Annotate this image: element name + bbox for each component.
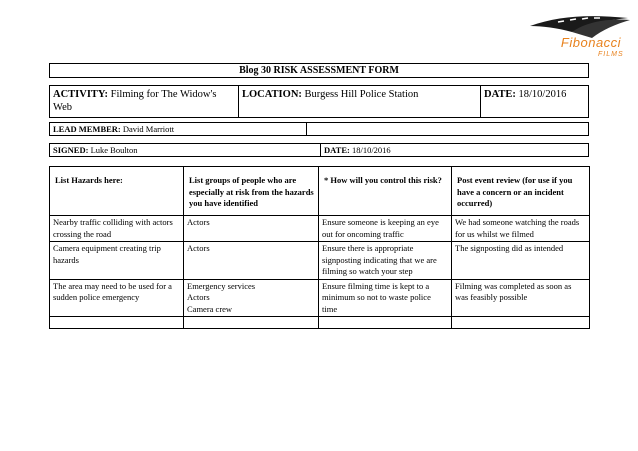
signed-row: [49, 143, 589, 157]
review-cell: [452, 317, 590, 329]
table-row: [50, 279, 590, 317]
header-people-at-risk: List groups of people who are especially at risk from the hazards you have identified: [184, 167, 319, 216]
review-cell: We had someone watching the roads for us whilst we filmed: [452, 216, 590, 242]
lead-member-row: [49, 122, 589, 136]
location-cell: [239, 86, 481, 117]
control-cell: Ensure someone is keeping an eye out for oncoming traffic: [319, 216, 452, 242]
table-row: [50, 216, 590, 242]
people-cell: [184, 317, 319, 329]
signed-label: SIGNED:: [53, 145, 89, 155]
hazard-header-row: [50, 167, 590, 216]
activity-label: ACTIVITY:: [53, 89, 109, 100]
activity-value: Filming for The Widow's Web: [53, 89, 217, 113]
hazard-table: [49, 166, 590, 329]
brand-name: Fibonacci: [560, 35, 622, 50]
people-cell: Actors: [184, 216, 319, 242]
signed-date-cell: [321, 144, 588, 156]
hazard-cell: [50, 317, 184, 329]
table-row: [50, 242, 590, 280]
control-cell: Ensure filming time is kept to a minimum so not to waste police time: [319, 279, 452, 317]
location-label: LOCATION:: [242, 89, 302, 100]
header-review: Post event review (for use if you have a concern or an incident occurred): [452, 167, 590, 216]
location-value: Burgess Hill Police Station: [304, 89, 419, 100]
date-label: DATE:: [484, 89, 516, 100]
lead-member-value: David Marriott: [122, 124, 175, 134]
header-control: * How will you control this risk?: [319, 167, 452, 216]
lead-member-empty-cell: [307, 123, 588, 135]
form-title: Blog 30 RISK ASSESSMENT FORM: [49, 63, 589, 78]
signed-cell: [50, 144, 321, 156]
hazard-cell: Camera equipment creating trip hazards: [50, 242, 184, 280]
brand-sub: FILMS: [598, 51, 624, 58]
activity-row: [49, 85, 589, 118]
header-hazards: List Hazards here:: [50, 167, 184, 216]
signed-value: Luke Boulton: [90, 145, 138, 155]
activity-cell: [50, 86, 239, 117]
control-cell: Ensure there is appropriate signposting indicating that we are filming so watch your step: [319, 242, 452, 280]
lead-member-label: LEAD MEMBER:: [53, 124, 121, 134]
people-cell: Emergency services Actors Camera crew: [184, 279, 319, 317]
control-cell: [319, 317, 452, 329]
review-cell: Filming was completed as soon as was feasibly possible: [452, 279, 590, 317]
hazard-cell: Nearby traffic colliding with actors crossing the road: [50, 216, 184, 242]
signed-date-label: DATE:: [324, 145, 350, 155]
lead-member-cell: [50, 123, 307, 135]
review-cell: The signposting did as intended: [452, 242, 590, 280]
signed-date-value: 18/10/2016: [351, 145, 391, 155]
people-cell: Actors: [184, 242, 319, 280]
date-value: 18/10/2016: [518, 89, 567, 100]
hazard-cell: The area may need to be used for a sudden police emergency: [50, 279, 184, 317]
table-row: [50, 317, 590, 329]
date-cell: [481, 86, 588, 117]
